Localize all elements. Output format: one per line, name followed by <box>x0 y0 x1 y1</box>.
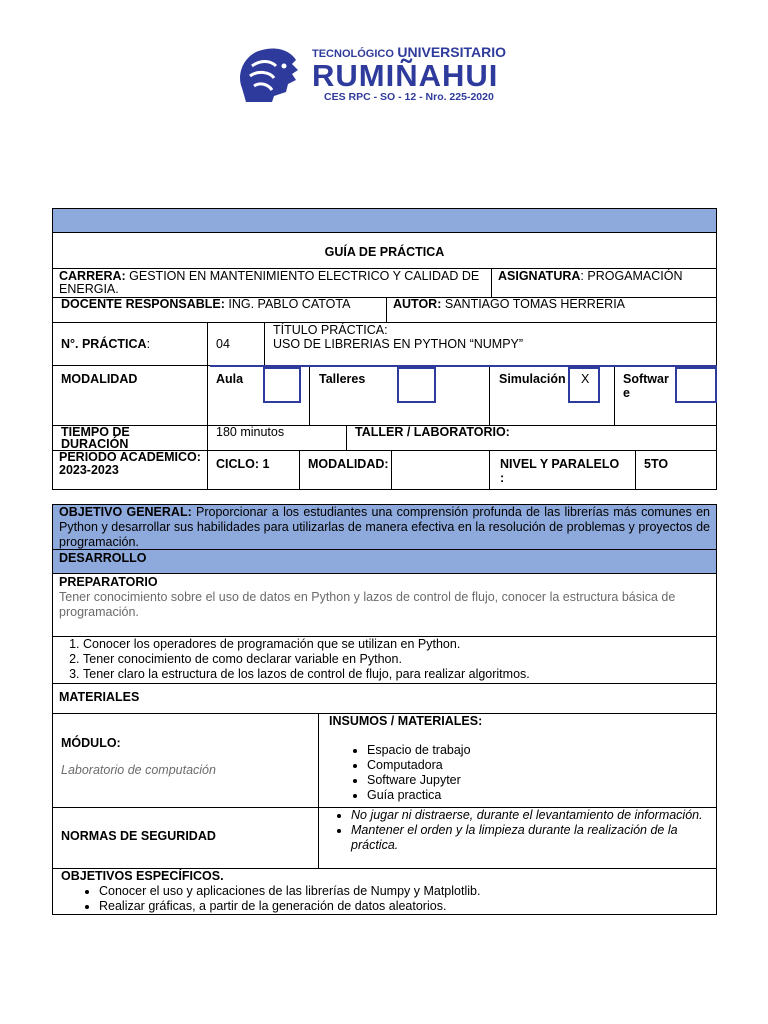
list-item: 2. Tener conocimiento de como declarar variable en Python. <box>83 652 716 667</box>
preparatorio-list-cell <box>52 636 717 684</box>
ciclo-label: CICLO: 1 <box>216 457 270 471</box>
nivel-label: NIVEL Y PARALELO : <box>500 457 620 485</box>
asignatura-label: ASIGNATURA <box>498 269 581 283</box>
asignatura-value: : PROGAMACIÓN <box>580 269 683 283</box>
titulo-cell <box>264 322 717 366</box>
modalidad2-value-cell <box>391 450 490 490</box>
docente-cell <box>52 297 387 323</box>
institution-logo <box>232 44 538 104</box>
list-item: • Computadora <box>367 758 706 773</box>
modalidad-row <box>52 365 717 426</box>
desarrollo-cell <box>52 549 717 574</box>
list-item: 3. Tener claro la estructura de los lazos de control de flujo, para realizar algoritmos. <box>83 667 716 682</box>
autor-value: SANTIAGO TOMAS HERRERIA <box>444 297 626 311</box>
modulo-cell <box>52 713 319 808</box>
tiempo-value: 180 minutos <box>216 425 285 439</box>
aula-checkbox[interactable] <box>263 367 301 403</box>
insumos-list <box>329 743 706 803</box>
objetivo-general-cell <box>52 504 717 550</box>
list-item: • No jugar ni distraerse, durante el levantamiento de información. <box>351 808 712 823</box>
titulo-label: TÍTULO PRÁCTICA: <box>273 323 388 337</box>
nivel-value: 5TO <box>644 457 669 471</box>
preparatorio-cell <box>52 573 717 637</box>
especificos-cell <box>52 868 717 915</box>
normas-list <box>323 808 712 853</box>
docente-value: ING. PABLO CATOTA <box>228 297 351 311</box>
modalidad2-cell <box>299 450 392 490</box>
list-item: • Software Jupyter <box>367 773 706 788</box>
tiempo-value-cell <box>207 425 347 451</box>
especificos-list <box>61 884 708 914</box>
logo-small-text: TECNOLÓGICO <box>312 48 394 60</box>
list-item: • Guía practica <box>367 788 706 803</box>
carrera-cell <box>52 268 492 298</box>
software-checkbox[interactable] <box>675 367 717 403</box>
list-item: • Conocer el uso y aplicaciones de las librerías de Numpy y Matplotlib. <box>99 884 708 899</box>
nivel-value-cell <box>635 450 717 490</box>
normas-list-cell <box>318 807 717 869</box>
list-item: 1. Conocer los operadores de programación que se utilizan en Python. <box>83 637 716 652</box>
aula-label: Aula <box>216 372 244 386</box>
modalidad2-label: MODALIDAD: <box>308 457 389 471</box>
header-blue-bar <box>52 208 717 233</box>
periodo-label: PERIODO ACADEMICO: 2023-2023 <box>59 450 201 477</box>
list-item: • Espacio de trabajo <box>367 743 706 758</box>
objetivo-general-label: OBJETIVO GENERAL: <box>59 505 192 519</box>
preparatorio-text: Tener conocimiento sobre el uso de datos en Python y lazos de control de flujo, conocer la estructura básica de programación. <box>59 590 676 619</box>
taller-cell <box>346 425 717 451</box>
simulacion-label: Simulación <box>499 372 566 386</box>
carrera-label: CARRERA: <box>59 269 126 283</box>
software-label <box>623 372 669 400</box>
docente-label: DOCENTE RESPONSABLE: <box>61 297 225 311</box>
lion-head-icon <box>232 44 304 104</box>
carrera-value: GESTION EN MANTENIMIENTO ELECTRICO Y CALIDAD DE ENERGIA. <box>59 269 480 296</box>
insumos-cell <box>318 713 717 808</box>
periodo-cell <box>52 450 208 490</box>
software-label-line2: e <box>623 386 630 400</box>
talleres-label: Talleres <box>319 372 366 386</box>
normas-label: NORMAS DE SEGURIDAD <box>61 829 216 843</box>
tiempo-cell <box>52 425 208 451</box>
list-item: • Realizar gráficas, a partir de la generación de datos aleatorios. <box>99 899 708 914</box>
preparatorio-list <box>53 637 716 682</box>
taller-label: TALLER / LABORATORIO: <box>355 425 510 439</box>
logo-big-text: UNIVERSITARIO <box>397 44 507 60</box>
preparatorio-label: PREPARATORIO <box>59 575 158 589</box>
logo-name: RUMIÑAHUI <box>312 58 499 93</box>
insumos-label: INSUMOS / MATERIALES: <box>329 714 483 728</box>
autor-label: AUTOR: <box>393 297 442 311</box>
tiempo-label: TIEMPO DE DURACIÓN <box>61 425 130 451</box>
modulo-label: MÓDULO: <box>61 736 121 750</box>
guide-title-text: GUÍA DE PRÁCTICA <box>324 245 445 259</box>
guide-title <box>52 232 717 269</box>
normas-cell <box>52 807 319 869</box>
titulo-value: USO DE LIBRERIAS EN PYTHON “NUMPY” <box>273 337 524 351</box>
logo-ces: CES RPC - SO - 12 - Nro. 225-2020 <box>324 91 494 103</box>
software-label-line1: Softwar <box>623 372 669 386</box>
materiales-label: MATERIALES <box>59 690 140 704</box>
practica-cell <box>52 322 208 366</box>
modalidad-label: MODALIDAD <box>61 372 138 386</box>
practica-number: 04 <box>216 337 230 351</box>
list-item: • Mantener el orden y la limpieza durante la realización de la práctica. <box>351 823 712 853</box>
ciclo-cell <box>207 450 300 490</box>
materiales-cell <box>52 683 717 714</box>
autor-cell <box>386 297 717 323</box>
practica-colon: : <box>146 337 151 351</box>
talleres-checkbox[interactable] <box>397 367 436 403</box>
modulo-value: Laboratorio de computación <box>61 763 216 777</box>
practica-number-cell <box>207 322 265 366</box>
especificos-label: OBJETIVOS ESPECÍFICOS. <box>61 869 224 883</box>
desarrollo-label: DESARROLLO <box>59 551 147 565</box>
objetivo-general-text: Proporcionar a los estudiantes una comprensión profunda de las librerías más comunes en Python y desarrollar sus habilidades para utilizarlas de manera efectiva en la resolución de problemas y proyectos de programación. <box>59 505 710 549</box>
nivel-cell <box>489 450 636 490</box>
asignatura-cell <box>491 268 717 298</box>
practica-label: N°. PRÁCTICA <box>61 337 147 351</box>
simulacion-mark: X <box>581 372 590 386</box>
